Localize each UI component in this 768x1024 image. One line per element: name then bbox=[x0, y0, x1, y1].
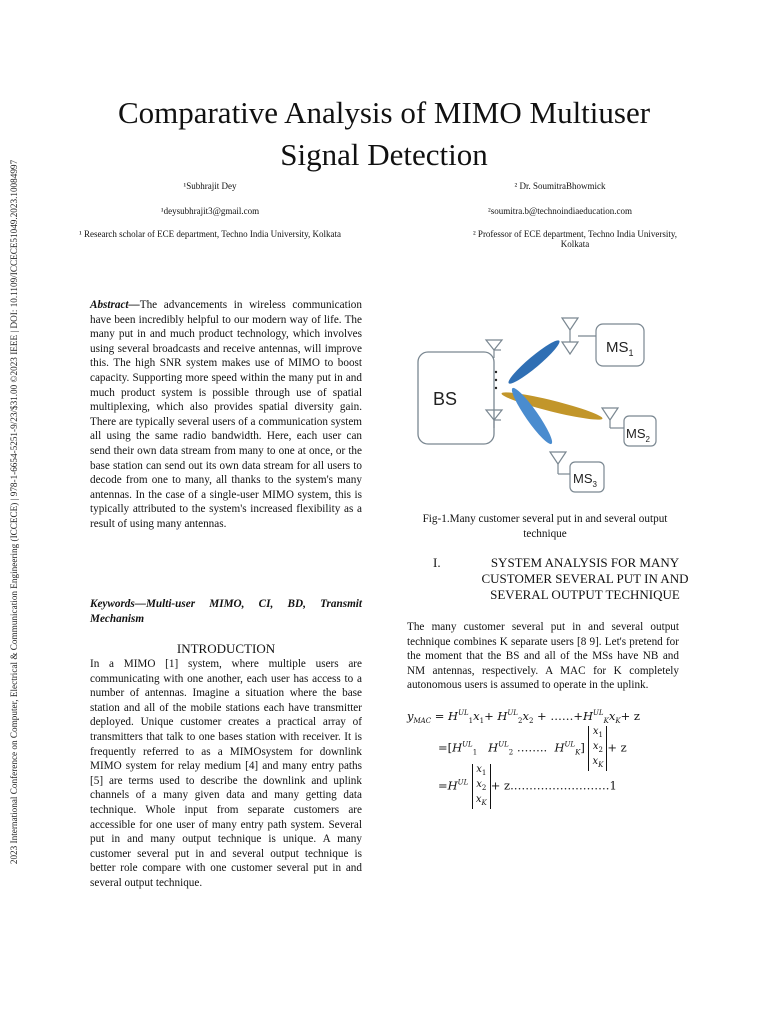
ms3-antenna-icon bbox=[550, 452, 570, 474]
author1-email: ¹deysubhrajit3@gmail.com bbox=[160, 206, 260, 216]
equation-number: 1 bbox=[609, 778, 617, 793]
ms1-label: MS bbox=[606, 339, 629, 356]
author2-name: ² Dr. SoumitraBhowmick bbox=[514, 181, 606, 191]
section1-heading: SYSTEM ANALYSIS FOR MANY CUSTOMER SEVERAL PUT IN AND SEVERAL OUTPUT TECHNIQUE bbox=[481, 555, 689, 602]
introduction-text: In a MIMO [1] system, where multiple users are communicating with one another, each user has access to a number of antennas. Imagine a situation where the base station and all of the mobile stations each have transmitter deployed. Unique customer creates a practical array of transmitters that talk to one bases station with receiver. It is frequently referred to as a MIMOsystem for downlink MIMO system for relay medium [4] and many entry paths [5] are terms used to describe the downlink and uplink channels of a many given data and many getting data technique. Whole input from separate customers are accessible for one user of many entry path system. Several put in and many output technique is unique. A many customer several put in and several output technique is better role compare with one customer several put in and several output technique. bbox=[90, 658, 362, 889]
beam-ms1 bbox=[505, 337, 563, 388]
abstract-text: The advancements in wireless communication have been incredibly helpful to our modern way of life. The many put in and much product technology, which involves using several broadcasts and receive antennas, will improve this. The high SNR system makes use of MIMO to boost capacity. Supporting more speed within the many put in and much product system is possible through use of spatial multiplexing, which also provides spatial diversity gain. There are typically several users of a communication system all using the same radio bandwidth. Here, each user can send their own data stream from many to one at once, or the base station can send out its own data stream for all users to decode from one to many, all thanks to the system's many antennas. In the case of a single-user MIMO system, this is typically attributed to the system's increased flexibility as a result of using many antennas. bbox=[90, 299, 362, 530]
eq-dots-line: ……………………. bbox=[513, 778, 610, 793]
author2-affiliation-line2: Kolkata bbox=[560, 239, 590, 249]
equation-compact: $=H^{UL}$ $x_1$ $x_2$ $x_K+$ z.…………………….1 bbox=[438, 764, 617, 807]
conference-side-note-text: 2023 International Conference on Computer, Electrical & Communication Engineering (ICCECE) | 978-1-6654-5251-9/23/$31.00 ©2023 IEEE | DOI: 10.1109/ICCECE51049.2023.10084997 bbox=[9, 159, 19, 865]
section1-number: I. bbox=[433, 555, 441, 570]
bs-box bbox=[418, 352, 494, 444]
eq-dots-short: …… bbox=[550, 709, 574, 723]
keywords: Keywords—Multi-user MIMO, CI, BD, Transmit Mechanism bbox=[90, 598, 362, 625]
vector-x-2: $x_1$ $x_2$ $x_K$ bbox=[472, 764, 491, 809]
ms3-box bbox=[570, 462, 604, 492]
section1-text: The many customer several put in and several output technique combines K separate users [8 9]. Let's pretend for the moment that the BS and all of the MSs have NB and NM antennas, respectively. A MAC for K completely autonomous users is assumed to operate in the uplink. bbox=[407, 621, 679, 692]
beam-ms3 bbox=[508, 385, 557, 448]
ms1-sub: 1 bbox=[628, 348, 634, 358]
equation-matrix: $=[H^{UL}_1$ $H^{UL}_2$ …….. $H^{UL}_K$] $x_1$ $x_2$ $x_K+ z$ bbox=[438, 726, 627, 769]
ms3-label: MS bbox=[573, 471, 593, 486]
bs-label: BS bbox=[432, 389, 458, 409]
author1-affiliation: ¹ Research scholar of ECE department, Techno India University, Kolkata bbox=[79, 229, 341, 239]
ms3-sub: 3 bbox=[592, 480, 597, 489]
vector-x-1: $x_1$ $x_2$ $x_K$ bbox=[588, 726, 607, 771]
author2-affiliation-line1: ² Professor of ECE department, Techno India University, bbox=[472, 229, 678, 239]
title-line-1: Comparative Analysis of MIMO Multiuser bbox=[117, 95, 651, 130]
introduction-heading: INTRODUCTION bbox=[176, 641, 276, 656]
ellipsis-dots bbox=[495, 371, 497, 389]
abstract bbox=[90, 298, 362, 532]
figure-caption: Fig-1.Many customer several put in and several output technique bbox=[422, 513, 668, 540]
author1-name: ¹Subhrajit Dey bbox=[183, 181, 237, 191]
ms2-antenna-icon bbox=[602, 408, 624, 428]
equation-mac: $y_{MAC} = H^{UL}_1x_1+ H^{UL}_2x_2$ + $\dots\dots+H^{UL}_Kx_K+ z$ bbox=[407, 709, 640, 725]
paper-title bbox=[100, 92, 668, 176]
eq-dots-mid: …….. bbox=[516, 740, 548, 755]
ms2-box bbox=[624, 416, 656, 446]
ms2-sub: 2 bbox=[645, 435, 650, 444]
abstract-dash: — bbox=[128, 299, 140, 311]
ms1-box bbox=[596, 324, 644, 366]
abstract-label: Abstract bbox=[90, 299, 129, 311]
ms1-antenna-icon bbox=[562, 318, 596, 354]
conference-side-note bbox=[4, 112, 24, 912]
author2-email: ²soumitra.b@technoindiaeducation.com bbox=[488, 206, 632, 216]
title-line-2: Signal Detection bbox=[280, 137, 488, 172]
mimo-figure bbox=[410, 310, 694, 500]
ms2-label: MS bbox=[626, 426, 646, 441]
author2-affiliation bbox=[440, 229, 710, 249]
